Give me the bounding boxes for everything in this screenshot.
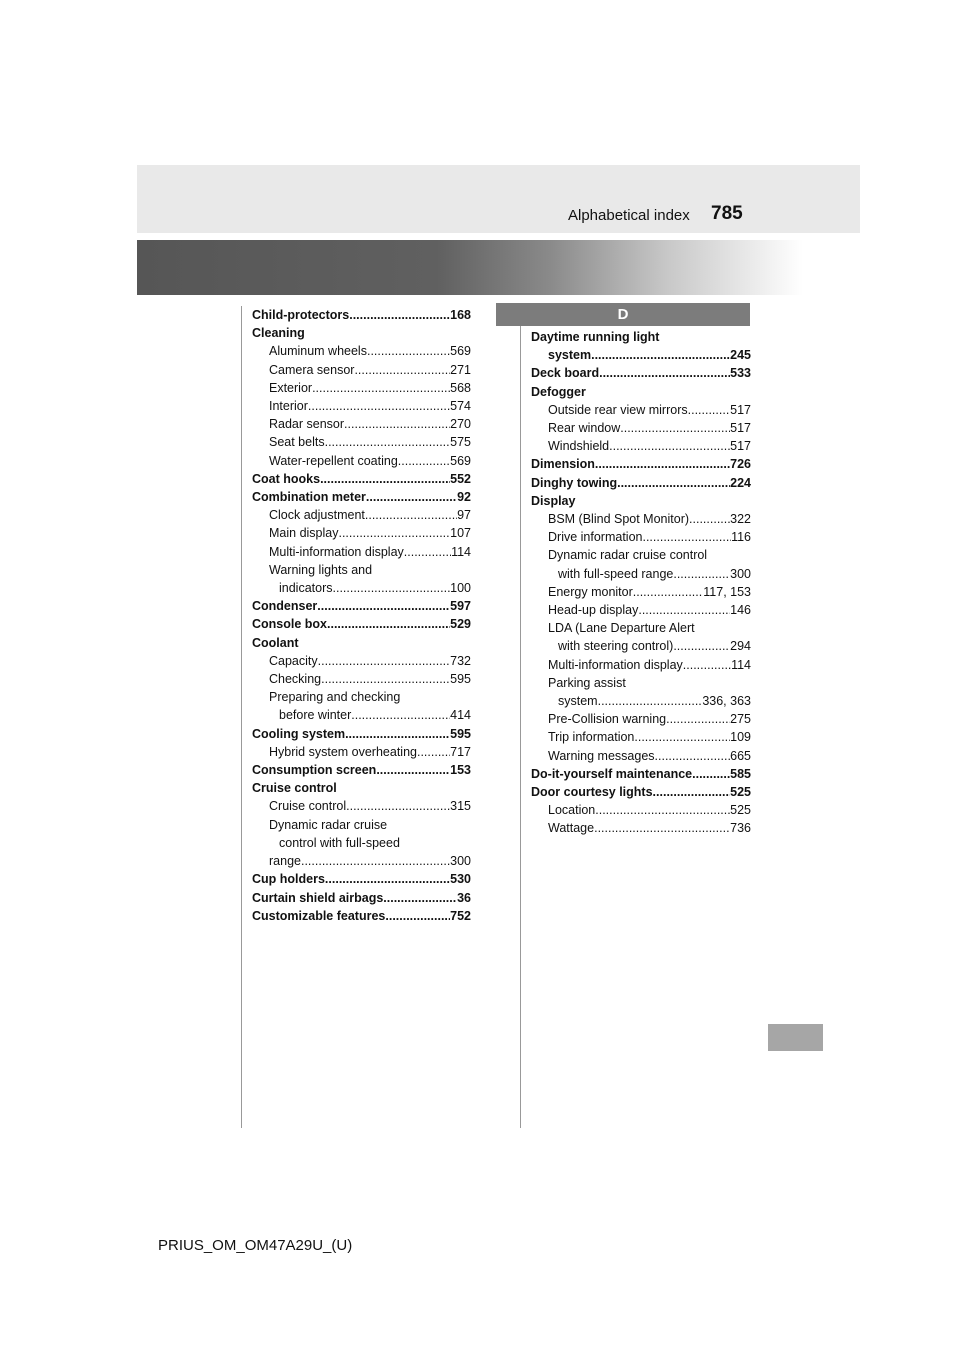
index-entry — [531, 783, 751, 801]
dot-leader — [609, 437, 730, 455]
entry-page-number: 97 — [457, 508, 471, 523]
index-subentry — [252, 652, 471, 670]
index-subentry — [531, 692, 751, 710]
dot-leader — [666, 710, 730, 728]
entry-page-number: 271 — [450, 362, 471, 377]
index-subentry — [252, 379, 471, 397]
header-band — [137, 165, 860, 233]
entry-page-number: 224 — [730, 475, 751, 490]
index-subentry — [531, 801, 751, 819]
index-subentry — [531, 601, 751, 619]
entry-label: Dimension — [531, 457, 595, 472]
entry-label: Interior — [269, 399, 308, 414]
left-column-rule — [241, 306, 242, 1128]
index-entry — [531, 328, 751, 346]
dot-leader — [385, 907, 450, 925]
dot-leader — [620, 419, 730, 437]
chapter-gradient-bar — [137, 240, 803, 295]
entry-page-number: 569 — [450, 344, 471, 359]
entry-label: Trip information — [548, 730, 635, 745]
index-subentry — [252, 561, 471, 579]
entry-label: Radar sensor — [269, 417, 345, 432]
dot-leader — [404, 543, 451, 561]
entry-page-number: 245 — [730, 348, 751, 363]
entry-page-number: 275 — [730, 712, 751, 727]
index-subentry — [252, 706, 471, 724]
index-subentry — [252, 816, 471, 834]
dot-leader — [321, 670, 450, 688]
entry-label: Parking assist — [548, 675, 626, 690]
index-subentry — [252, 797, 471, 815]
header-title: Alphabetical index — [568, 207, 690, 224]
entry-label: Clock adjustment — [269, 508, 365, 523]
entry-label: Pre-Collision warning — [548, 712, 667, 727]
entry-page-number: 294 — [730, 639, 751, 654]
entry-page-number: 109 — [730, 730, 751, 745]
entry-label: Cruise control — [269, 799, 347, 814]
index-subentry — [531, 419, 751, 437]
index-subentry — [531, 583, 751, 601]
index-column-right — [531, 328, 751, 838]
entry-page-number: 752 — [450, 908, 471, 923]
entry-page-number: 530 — [450, 872, 471, 887]
index-entry — [252, 306, 471, 324]
entry-label: Combination meter — [252, 490, 366, 505]
entry-page-number: 414 — [450, 708, 471, 723]
dot-leader — [333, 579, 451, 597]
dot-leader — [595, 455, 730, 473]
entry-label: Camera sensor — [269, 362, 355, 377]
index-subentry — [531, 528, 751, 546]
dot-leader — [642, 528, 731, 546]
index-subentry — [531, 819, 751, 837]
index-subentry — [531, 437, 751, 455]
index-entry — [252, 634, 471, 652]
index-subentry — [531, 674, 751, 692]
entry-label: before winter — [279, 708, 352, 723]
index-entry — [252, 615, 471, 633]
entry-page-number: 525 — [730, 803, 751, 818]
dot-leader — [638, 601, 730, 619]
dot-leader — [633, 583, 704, 601]
entry-label: Deck board — [531, 366, 600, 381]
entry-page-number: 100 — [450, 581, 471, 596]
entry-label: Rear window — [548, 421, 621, 436]
entry-label: Cup holders — [252, 872, 325, 887]
index-entry — [252, 889, 471, 907]
index-entry — [531, 765, 751, 783]
dot-leader — [366, 488, 457, 506]
entry-page-number: 569 — [450, 453, 471, 468]
dot-leader — [594, 819, 730, 837]
index-subentry — [252, 579, 471, 597]
dot-leader — [312, 379, 450, 397]
index-subentry — [531, 656, 751, 674]
entry-label: Cooling system — [252, 726, 346, 741]
entry-label: system — [548, 348, 592, 363]
document-footer: PRIUS_OM_OM47A29U_(U) — [158, 1237, 353, 1254]
entry-page-number: 533 — [730, 366, 751, 381]
index-entry — [252, 488, 471, 506]
index-subentry — [531, 637, 751, 655]
entry-label: Dynamic radar cruise — [269, 817, 388, 832]
entry-page-number: 552 — [450, 471, 471, 486]
entry-page-number: 726 — [730, 457, 751, 472]
entry-label: Coat hooks — [252, 471, 321, 486]
index-subentry — [252, 834, 471, 852]
entry-label: Preparing and checking — [269, 690, 401, 705]
entry-label: Warning messages — [548, 748, 655, 763]
entry-label: Location — [548, 803, 596, 818]
right-column-rule — [520, 306, 521, 1128]
entry-label: Seat belts — [269, 435, 325, 450]
entry-page-number: 36 — [457, 890, 471, 905]
dot-leader — [673, 637, 730, 655]
index-subentry — [252, 543, 471, 561]
entry-page-number: 146 — [730, 603, 751, 618]
index-column-left — [252, 306, 471, 925]
index-subentry — [531, 346, 751, 364]
index-entry — [531, 492, 751, 510]
entry-page-number: 322 — [730, 512, 751, 527]
index-entry — [252, 761, 471, 779]
entry-label: Dynamic radar cruise control — [548, 548, 708, 563]
entry-label: indicators — [279, 581, 333, 596]
dot-leader — [653, 783, 731, 801]
entry-page-number: 568 — [450, 380, 471, 395]
entry-label: with steering control) — [558, 639, 674, 654]
index-subentry — [531, 565, 751, 583]
entry-page-number: 92 — [457, 490, 471, 505]
entry-page-number: 315 — [450, 799, 471, 814]
entry-label: BSM (Blind Spot Monitor) — [548, 512, 690, 527]
index-subentry — [531, 747, 751, 765]
entry-label: Drive information — [548, 530, 643, 545]
dot-leader — [688, 401, 731, 419]
entry-page-number: 529 — [450, 617, 471, 632]
entry-page-number: 114 — [731, 657, 751, 672]
entry-page-number: 300 — [450, 854, 471, 869]
entry-label: system — [558, 694, 598, 709]
entry-label: Do-it-yourself maintenance — [531, 766, 693, 781]
dot-leader — [325, 870, 450, 888]
entry-label: Condenser — [252, 599, 318, 614]
dot-leader — [308, 397, 450, 415]
index-entry — [252, 779, 471, 797]
dot-leader — [398, 452, 450, 470]
index-thumb-tab — [768, 1024, 823, 1051]
entry-label: Wattage — [548, 821, 595, 836]
dot-leader — [345, 725, 450, 743]
index-subentry — [531, 619, 751, 637]
entry-page-number: 153 — [450, 763, 471, 778]
entry-label: control with full-speed — [279, 835, 400, 850]
index-subentry — [252, 670, 471, 688]
entry-label: Cleaning — [252, 326, 305, 341]
entry-page-number: 736 — [730, 821, 751, 836]
entry-label: Console box — [252, 617, 328, 632]
index-subentry — [252, 415, 471, 433]
entry-label: Head-up display — [548, 603, 639, 618]
entry-label: Curtain shield airbags — [252, 890, 384, 905]
entry-label: range — [269, 854, 301, 869]
dot-leader — [591, 346, 730, 364]
entry-label: Defogger — [531, 384, 586, 399]
entry-page-number: 517 — [730, 421, 751, 436]
section-letter-header: D — [496, 303, 750, 326]
index-entry — [252, 324, 471, 342]
entry-label: LDA (Lane Departure Alert — [548, 621, 695, 636]
entry-label: Dinghy towing — [531, 475, 618, 490]
dot-leader — [383, 889, 457, 907]
entry-page-number: 585 — [730, 766, 751, 781]
dot-leader — [351, 706, 450, 724]
dot-leader — [325, 433, 451, 451]
index-entry — [252, 725, 471, 743]
index-subentry — [252, 524, 471, 542]
index-subentry — [531, 546, 751, 564]
dot-leader — [365, 506, 457, 524]
dot-leader — [599, 364, 730, 382]
entry-page-number: 117, 153 — [703, 584, 751, 599]
entry-page-number: 107 — [450, 526, 471, 541]
entry-label: Child-protectors — [252, 308, 350, 322]
entry-page-number: 168 — [450, 308, 471, 322]
index-entry — [252, 907, 471, 925]
index-subentry — [531, 401, 751, 419]
index-subentry — [531, 510, 751, 528]
index-subentry — [252, 852, 471, 870]
entry-page-number: 732 — [450, 653, 471, 668]
entry-page-number: 300 — [730, 566, 751, 581]
index-entry — [531, 364, 751, 382]
entry-page-number: 525 — [730, 785, 751, 800]
entry-label: Outside rear view mirrors — [548, 402, 688, 417]
entry-label: Water-repellent coating — [269, 453, 398, 468]
entry-page-number: 595 — [450, 672, 471, 687]
entry-page-number: 575 — [450, 435, 471, 450]
dot-leader — [376, 761, 450, 779]
entry-page-number: 595 — [450, 726, 471, 741]
dot-leader — [617, 474, 730, 492]
dot-leader — [346, 797, 450, 815]
dot-leader — [683, 656, 731, 674]
dot-leader — [598, 692, 703, 710]
index-subentry — [531, 728, 751, 746]
entry-label: Windshield — [548, 439, 610, 454]
dot-leader — [655, 747, 731, 765]
entry-label: Door courtesy lights — [531, 785, 653, 800]
entry-label: Checking — [269, 672, 322, 687]
entry-page-number: 717 — [450, 744, 471, 759]
dot-leader — [367, 342, 450, 360]
entry-label: Capacity — [269, 653, 318, 668]
entry-page-number: 597 — [450, 599, 471, 614]
dot-leader — [320, 470, 450, 488]
index-entry — [252, 870, 471, 888]
entry-label: Exterior — [269, 380, 313, 395]
index-entry — [252, 470, 471, 488]
dot-leader — [338, 524, 450, 542]
entry-label: Aluminum wheels — [269, 344, 367, 359]
page-number: 785 — [711, 203, 743, 224]
entry-page-number: 114 — [451, 544, 471, 559]
entry-label: Energy monitor — [548, 584, 633, 599]
entry-page-number: 336, 363 — [702, 694, 751, 709]
index-subentry — [252, 506, 471, 524]
entry-label: Daytime running light — [531, 330, 660, 344]
index-entry — [531, 455, 751, 473]
dot-leader — [634, 728, 730, 746]
index-entry — [531, 474, 751, 492]
entry-label: Coolant — [252, 635, 299, 650]
entry-page-number: 116 — [731, 530, 751, 545]
entry-label: Multi-information display — [269, 544, 404, 559]
index-subentry — [252, 361, 471, 379]
dot-leader — [327, 615, 450, 633]
dot-leader — [344, 415, 450, 433]
dot-leader — [689, 510, 730, 528]
entry-label: with full-speed range — [558, 566, 674, 581]
entry-page-number: 517 — [730, 439, 751, 454]
entry-page-number: 574 — [450, 399, 471, 414]
dot-leader — [318, 652, 451, 670]
index-subentry — [252, 743, 471, 761]
index-subentry — [252, 688, 471, 706]
dot-leader — [349, 306, 450, 324]
dot-leader — [317, 597, 450, 615]
dot-leader — [301, 852, 450, 870]
entry-label: Multi-information display — [548, 657, 683, 672]
entry-label: Display — [531, 493, 576, 508]
dot-leader — [354, 361, 450, 379]
entry-label: Cruise control — [252, 781, 337, 796]
index-entry — [531, 383, 751, 401]
entry-label: Hybrid system overheating — [269, 744, 417, 759]
entry-page-number: 517 — [730, 402, 751, 417]
entry-page-number: 270 — [450, 417, 471, 432]
index-subentry — [252, 433, 471, 451]
index-subentry — [252, 397, 471, 415]
entry-label: Warning lights and — [269, 562, 373, 577]
dot-leader — [417, 743, 450, 761]
index-subentry — [252, 342, 471, 360]
entry-label: Customizable features — [252, 908, 386, 923]
index-entry — [252, 597, 471, 615]
dot-leader — [692, 765, 730, 783]
entry-page-number: 665 — [730, 748, 751, 763]
dot-leader — [595, 801, 730, 819]
index-subentry — [531, 710, 751, 728]
index-subentry — [252, 452, 471, 470]
entry-label: Main display — [269, 526, 339, 541]
dot-leader — [673, 565, 730, 583]
entry-label: Consumption screen — [252, 763, 377, 778]
